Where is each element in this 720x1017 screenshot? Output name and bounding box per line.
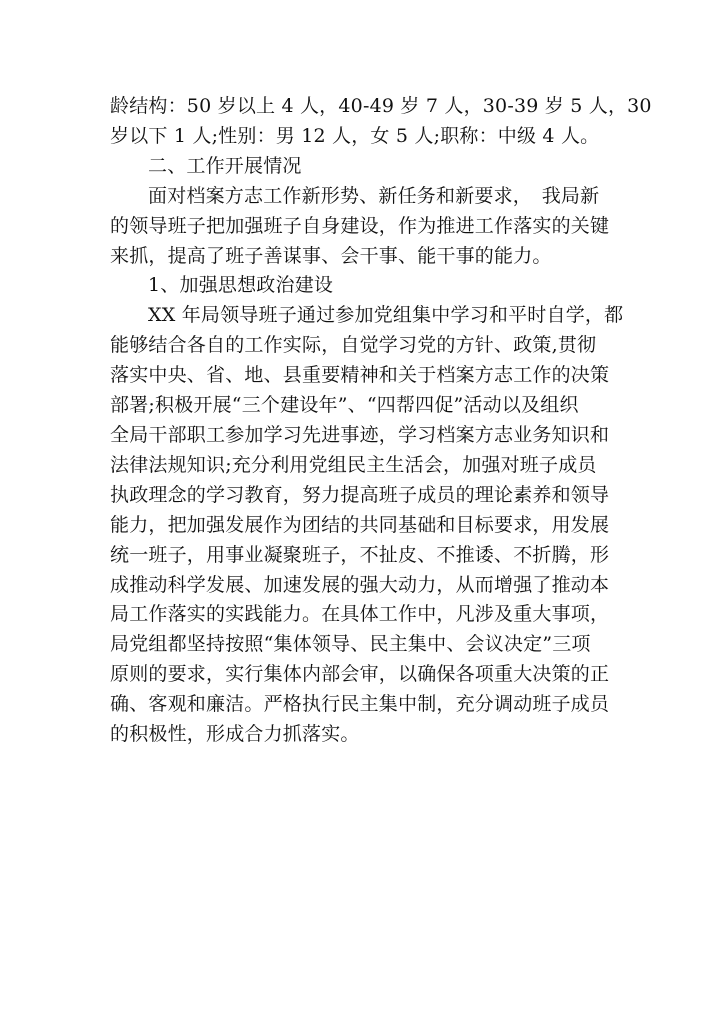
text-line: 面对档案方志工作新形势、新任务和新要求， 我局新 [148, 184, 600, 207]
text-line: 的领导班子把加强班子自身建设，作为推进工作落实的关键 [110, 214, 610, 237]
text-line: 的积极性，形成合力抓落实。 [110, 723, 360, 746]
text-line: 局党组都坚持按照“集体领导、民主集中、会议决定”三项 [110, 633, 591, 656]
section-heading: 二、工作开展情况 [148, 154, 302, 177]
text-line: 岁以下 1 人;性别：男 12 人，女 5 人;职称：中级 4 人。 [110, 124, 600, 147]
text-line: 统一班子，用事业凝聚班子，不扯皮、不推诿、不折腾，形 [110, 543, 610, 566]
text-line: 确、客观和廉洁。严格执行民主集中制，充分调动班子成员 [110, 693, 610, 716]
document-page [110, 92, 652, 750]
text-line: XX 年局领导班子通过参加党组集中学习和平时自学，都 [148, 304, 624, 327]
text-line: 能力，把加强发展作为团结的共同基础和目标要求，用发展 [110, 513, 610, 536]
text-line: 原则的要求，实行集体内部会审，以确保各项重大决策的正 [110, 663, 610, 686]
text-line: 部署;积极开展“三个建设年”、“四帮四促”活动以及组织 [110, 394, 579, 417]
subsection-heading: 1、加强思想政治建设 [148, 274, 334, 297]
text-line: 成推动科学发展、加速发展的强大动力，从而增强了推动本 [110, 573, 610, 596]
text-line: 执政理念的学习教育，努力提高班子成员的理论素养和领导 [110, 483, 610, 506]
text-line: 法律法规知识;充分利用党组民主生活会，加强对班子成员 [110, 453, 597, 476]
text-line: 全局干部职工参加学习先进事迹，学习档案方志业务知识和 [110, 423, 610, 446]
text-line: 能够结合各自的工作实际，自觉学习党的方针、政策,贯彻 [110, 334, 597, 357]
text-line: 来抓，提高了班子善谋事、会干事、能干事的能力。 [110, 244, 552, 267]
text-line: 落实中央、省、地、县重要精神和关于档案方志工作的决策 [110, 364, 610, 387]
text-line: 局工作落实的实践能力。在具体工作中，凡涉及重大事项， [110, 603, 610, 626]
text-line: 龄结构：50 岁以上 4 人，40-49 岁 7 人，30-39 岁 5 人，30 [110, 95, 652, 117]
